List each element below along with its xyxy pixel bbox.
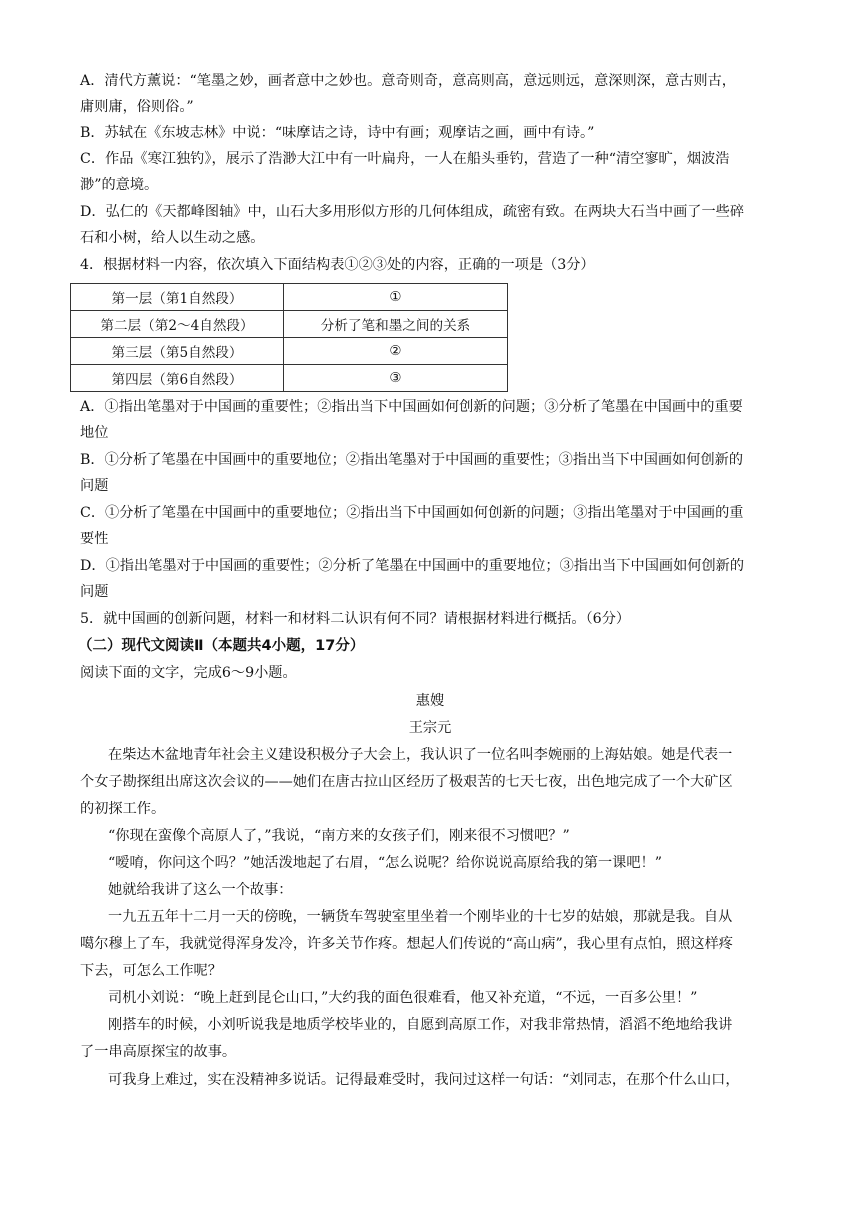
table-row bbox=[71, 338, 508, 365]
table-cell-layer: 第四层（第6自然段） bbox=[71, 365, 284, 392]
table-cell-content: ② bbox=[284, 338, 508, 365]
q4-option-line: B．①分析了笔墨在中国画中的重要地位；②指出笔墨对于中国画的重要性；③指出当下中国画如何创新的 bbox=[80, 452, 744, 468]
table-cell-layer: 第一层（第1自然段） bbox=[71, 284, 284, 311]
story-line: 司机小刘说：“晚上赶到昆仑山口，”大约我的面色很难看，他又补充道，“不远，一百多公里！” bbox=[108, 990, 698, 1006]
table-cell-content: 分析了笔和墨之间的关系 bbox=[284, 311, 508, 338]
section-heading: （二）现代文阅读Ⅱ（本题共4小题，17分） bbox=[78, 638, 365, 654]
story-line: 噶尔穆上了车，我就觉得浑身发冷，许多关节作疼。想起人们传说的“高山病”，我心里有点怕，照这样疼 bbox=[80, 936, 733, 952]
story-title: 惠嫂 bbox=[415, 693, 445, 709]
story-line: 的初探工作。 bbox=[80, 801, 166, 817]
table-cell-layer: 第三层（第5自然段） bbox=[71, 338, 284, 365]
q3-option-line: C．作品《寒江独钓》，展示了浩渺大江中有一叶扁舟，一人在船头垂钓，营造了一种“清空寥旷，烟波浩 bbox=[80, 151, 730, 167]
story-line: 了一串高原探宝的故事。 bbox=[80, 1044, 237, 1060]
q4-option-line: 要性 bbox=[80, 531, 109, 547]
reading-instruction: 阅读下面的文字，完成6～9小题。 bbox=[80, 665, 297, 681]
q4-option-line: A．①指出笔墨对于中国画的重要性；②指出当下中国画如何创新的问题；③分析了笔墨在中国画中的重要 bbox=[80, 399, 743, 415]
table-row bbox=[71, 365, 508, 392]
story-line: 下去，可怎么工作呢？ bbox=[80, 963, 222, 979]
story-line: 她就给我讲了这么一个故事： bbox=[108, 882, 293, 898]
q4-option-line: 地位 bbox=[80, 425, 109, 441]
q4-stem: 4．根据材料一内容，依次填入下面结构表①②③处的内容，正确的一项是（3分） bbox=[80, 257, 595, 273]
story-line: 个女子勘探组出席这次会议的——她们在唐古拉山区经历了极艰苦的七天七夜，出色地完成了一个大矿区 bbox=[80, 774, 733, 790]
q3-option-line: 渺”的意境。 bbox=[80, 177, 159, 193]
q4-option-line: 问题 bbox=[80, 478, 109, 494]
q3-option-line: 石和小树，给人以生动之感。 bbox=[80, 230, 265, 246]
story-line: 刚搭车的时候，小刘听说我是地质学校毕业的，自愿到高原工作，对我非常热情，滔滔不绝地给我讲 bbox=[108, 1017, 733, 1033]
table-row bbox=[71, 284, 508, 311]
table-cell-layer: 第二层（第2～4自然段） bbox=[71, 311, 284, 338]
story-line: “你现在蛮像个高原人了，”我说，“南方来的女孩子们，刚来很不习惯吧？” bbox=[108, 828, 570, 844]
story-line: 在柴达木盆地青年社会主义建设积极分子大会上，我认识了一位名叫李婉丽的上海姑娘。她是代表一 bbox=[108, 747, 733, 763]
table-row bbox=[71, 311, 508, 338]
table-cell-content: ③ bbox=[284, 365, 508, 392]
q3-option-line: 庸则庸，俗则俗。” bbox=[80, 99, 194, 115]
q3-option-line: D．弘仁的《天都峰图轴》中，山石大多用形似方形的几何体组成，疏密有致。在两块大石当中画了一些碎 bbox=[80, 204, 745, 220]
q4-option-line: 问题 bbox=[80, 584, 109, 600]
q3-option-line: B．苏轼在《东坡志林》中说：“味摩诘之诗，诗中有画；观摩诘之画，画中有诗。” bbox=[80, 125, 595, 141]
q5-question: 5．就中国画的创新问题，材料一和材料二认识有何不同？请根据材料进行概括。（6分） bbox=[80, 611, 631, 627]
q4-option-line: C．①分析了笔墨在中国画中的重要地位；②指出当下中国画如何创新的问题；③指出笔墨对于中国画的重 bbox=[80, 505, 744, 521]
q4-option-line: D．①指出笔墨对于中国画的重要性；②分析了笔墨在中国画中的重要地位；③指出当下中国画如何创新的 bbox=[80, 558, 745, 574]
structure-table bbox=[70, 283, 508, 392]
story-line: 一九五五年十二月一天的傍晚，一辆货车驾驶室里坐着一个刚毕业的十七岁的姑娘，那就是我。自从 bbox=[108, 909, 733, 925]
story-line: 可我身上难过，实在没精神多说话。记得最难受时，我问过这样一句话：“刘同志，在那个什么山口， bbox=[108, 1072, 740, 1088]
q3-option-line: A．清代方薰说：“笔墨之妙，画者意中之妙也。意奇则奇，意高则高，意远则远，意深则深，意古则古， bbox=[80, 73, 736, 89]
story-line: “嗳唷，你问这个吗？”她活泼地起了右眉，“怎么说呢？给你说说高原给我的第一课吧！” bbox=[108, 855, 662, 871]
story-author: 王宗元 bbox=[408, 720, 452, 736]
table-cell-content: ① bbox=[284, 284, 508, 311]
